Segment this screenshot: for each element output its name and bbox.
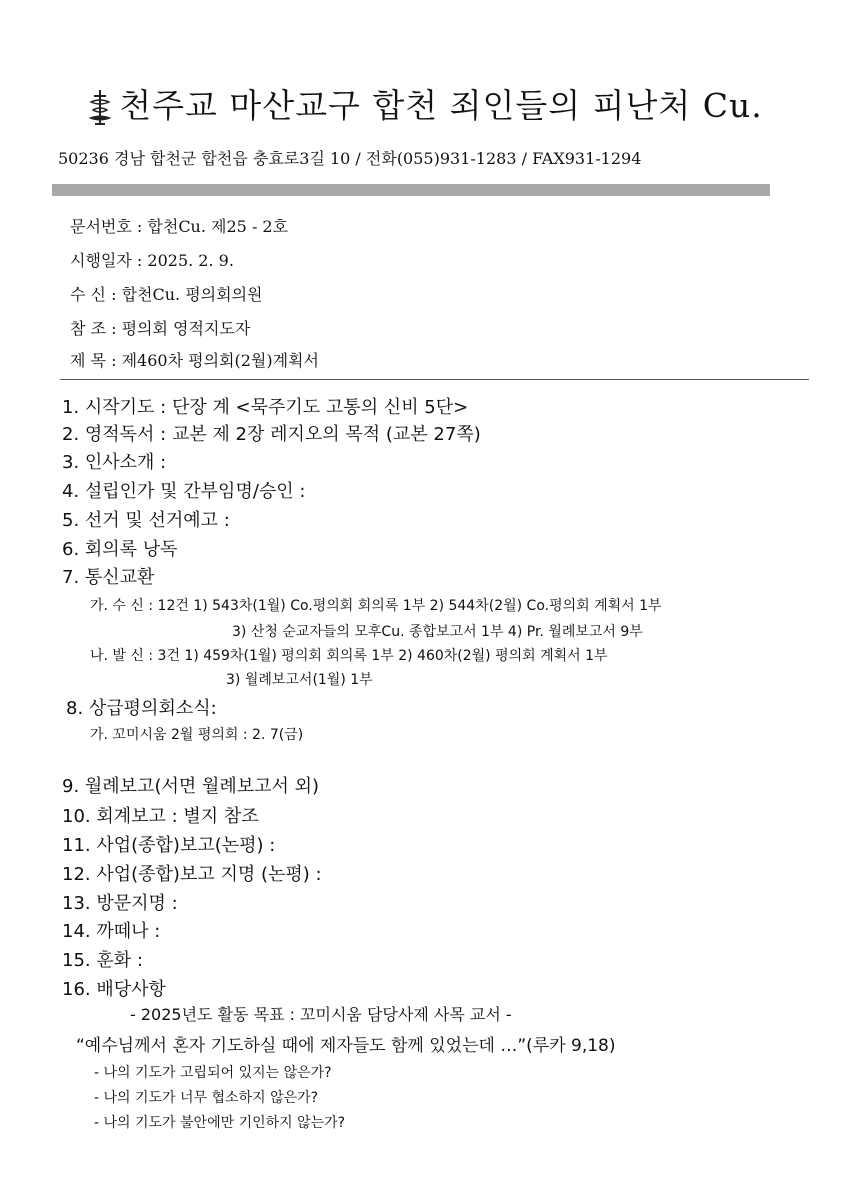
superior-news-item: 가. 꼬미시움 2월 평의회 : 2. 7(금): [90, 727, 304, 743]
address-line: 50236 경남 합천군 합천읍 충효로3길 10 / 전화(055)931-1283 / FAX931-1294: [58, 149, 642, 168]
scripture-quote: “예수님께서 혼자 기도하실 때에 제자들도 함께 있었는데 …”(루카 9,18): [76, 1036, 616, 1056]
reference: 참 조 : 평의회 영적지도자: [70, 319, 251, 338]
diocese-emblem-icon: [85, 88, 115, 128]
doc-number: 문서번호 : 합천Cu. 제25 - 2호: [70, 217, 289, 236]
document-title: 천주교 마산교구 합천 죄인들의 피난처 Cu.: [0, 80, 848, 128]
header-divider: [52, 184, 770, 196]
agenda-item: 4. 설립인가 및 간부임명/승인 :: [62, 481, 306, 502]
agenda-item: 1. 시작기도 : 단장 계 <묵주기도 고통의 신비 5단>: [62, 397, 469, 418]
reflection-question: - 나의 기도가 불안에만 기인하지 않는가?: [94, 1115, 346, 1131]
agenda-item: 12. 사업(종합)보고 지명 (논평) :: [62, 864, 322, 885]
activity-goal-heading: - 2025년도 활동 목표 : 꼬미시움 담당사제 사목 교서 -: [130, 1005, 512, 1024]
agenda-item: 10. 회계보고 : 별지 참조: [62, 806, 259, 827]
agenda-item: 11. 사업(종합)보고(논평) :: [62, 835, 276, 856]
agenda-item: 7. 통신교환: [62, 567, 155, 588]
received-line-1: 가. 수 신 : 12건 1) 543차(1월) Co.평의회 회의록 1부 2) 544차(2월) Co.평의회 계획서 1부: [90, 598, 662, 614]
recipient: 수 신 : 합천Cu. 평의회의원: [70, 285, 263, 304]
agenda-item: 13. 방문지명 :: [62, 893, 178, 914]
agenda-item: 14. 까떼나 :: [62, 921, 161, 942]
sent-line-1: 나. 발 신 : 3건 1) 459차(1월) 평의회 회의록 1부 2) 460차(2월) 평의회 계획서 1부: [90, 648, 608, 664]
subject: 제 목 : 제460차 평의회(2월)계획서: [70, 351, 319, 370]
reflection-question: - 나의 기도가 고립되어 있지는 않은가?: [94, 1065, 332, 1081]
agenda-item: 16. 배당사항: [62, 979, 166, 1000]
reflection-question: - 나의 기도가 너무 협소하지 않은가?: [94, 1090, 319, 1106]
issue-date: 시행일자 : 2025. 2. 9.: [70, 251, 234, 270]
agenda-item: 15. 훈화 :: [62, 950, 143, 971]
section-divider: [60, 379, 809, 380]
superior-news-heading: 8. 상급평의회소식:: [66, 698, 217, 719]
agenda-item: 9. 월례보고(서면 월례보고서 외): [62, 776, 320, 797]
received-line-2: 3) 산청 순교자들의 모후Cu. 종합보고서 1부 4) Pr. 월례보고서 9부: [232, 624, 643, 640]
agenda-item: 2. 영적독서 : 교본 제 2장 레지오의 목적 (교본 27쪽): [62, 424, 481, 445]
sent-line-2: 3) 월례보고서(1월) 1부: [226, 672, 373, 688]
agenda-item: 5. 선거 및 선거예고 :: [62, 510, 230, 531]
agenda-item: 6. 회의록 낭독: [62, 539, 178, 560]
agenda-item: 3. 인사소개 :: [62, 452, 167, 473]
